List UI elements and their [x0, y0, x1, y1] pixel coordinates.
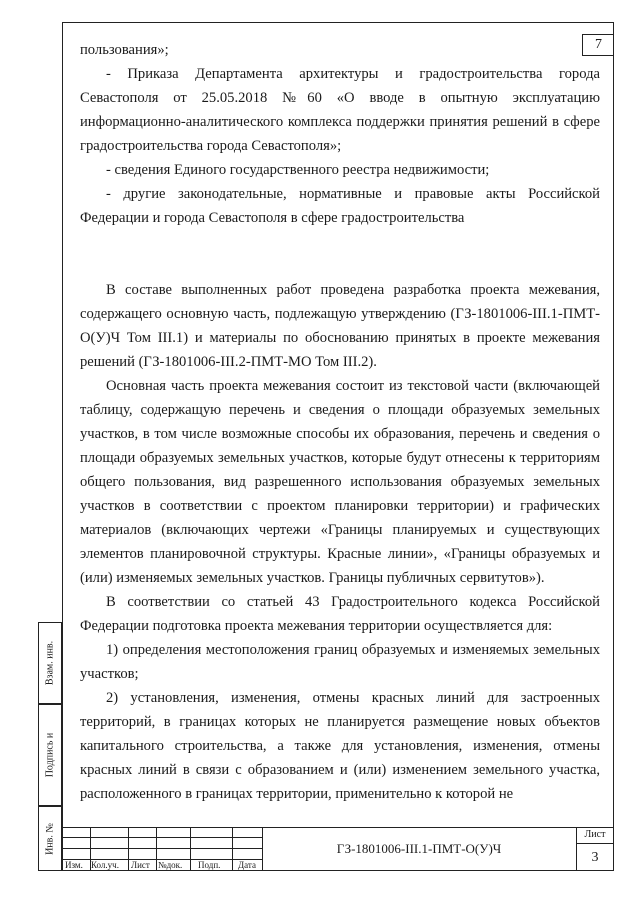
paragraph: - сведения Единого государственного реестра недвижимости; [106, 162, 490, 178]
side-stamp-vzam [38, 622, 62, 704]
paragraph: 1) определения местоположения границ образуемых и изменяемых земельных участков; [80, 642, 600, 682]
side-stamp-podpis [38, 704, 62, 806]
paragraph-gap [80, 230, 600, 254]
sheet-number: 3 [591, 850, 599, 865]
title-block-header-data: Дата [238, 860, 256, 870]
paragraph: - Приказа Департамента архитектуры и градостроительства города Севастополя от 25.05.2018 №60 «О вводе в опытную эксплуатацию информационно-аналитического комплекса поддержки принятия решений в сфере градостроительства города Севастополя»; [80, 66, 600, 154]
side-label-vzam: Взам. инв. [44, 640, 56, 686]
paragraph: 2) установления, изменения, отмены красных линий для застроенных территорий, в границах которых не планируется размещение новых объектов капитального строительства, а также для установления, изменения, отмены красных линий в связи с образованием и (или) изменением земельного участка, расположенного в границах территории, применительно к которой не [80, 690, 600, 802]
title-block-header-izm: Изм. [65, 860, 83, 870]
title-block-header-kolych: Кол.уч. [91, 860, 119, 870]
title-block [62, 827, 614, 871]
paragraph: Основная часть проекта межевания состоит из текстовой части (включающей таблицу, содержащую перечень и сведения о площади образуемых земельных участков, в том числе возможные способы их образования, перечень и сведения о площади образуемых земельных участков, которые будут отнесены к территориям общего пользования, вид разрешенного использования образуемых земельных участков в соответствии с проектом планировки территории) и графических материалов (включающих чертежи «Границы планируемых и существующих элементов планировочной структуры. Красные линии», «Границы образуемых и (или) изменяемых земельных участков. Границы публичных сервитутов»). [80, 378, 600, 586]
document-code: ГЗ-1801006-III.1-ПМТ-О(У)Ч [336, 841, 502, 856]
document-body [80, 38, 600, 806]
sheet-label: Лист [584, 829, 606, 840]
side-label-inv: Инв. № [44, 822, 56, 855]
paragraph: - другие законодательные, нормативные и правовые акты Российской Федерации и города Севастополя в сфере градостроительства [80, 186, 600, 226]
title-block-header-ndok: №док. [158, 860, 183, 870]
paragraph: пользования»; [80, 42, 169, 58]
side-stamp-inv [38, 806, 62, 871]
side-label-podpis: Подпись и [44, 732, 56, 778]
page-number: 7 [582, 34, 614, 56]
paragraph: В соответствии со статьей 43 Градостроительного кодекса Российской Федерации подготовка проекта межевания территории осуществляется для: [80, 594, 600, 634]
paragraph: В составе выполненных работ проведена разработка проекта межевания, содержащего основную часть, подлежащую утверждению (ГЗ-1801006-III.1-ПМТ-О(У)Ч Том III.1) и материалы по обоснованию принятых в проекте межевания решений (ГЗ-1801006-III.2-ПМТ-МО Том III.2). [80, 282, 600, 370]
title-block-header-podp: Подп. [198, 860, 221, 870]
title-block-header-list: Лист [131, 860, 150, 870]
